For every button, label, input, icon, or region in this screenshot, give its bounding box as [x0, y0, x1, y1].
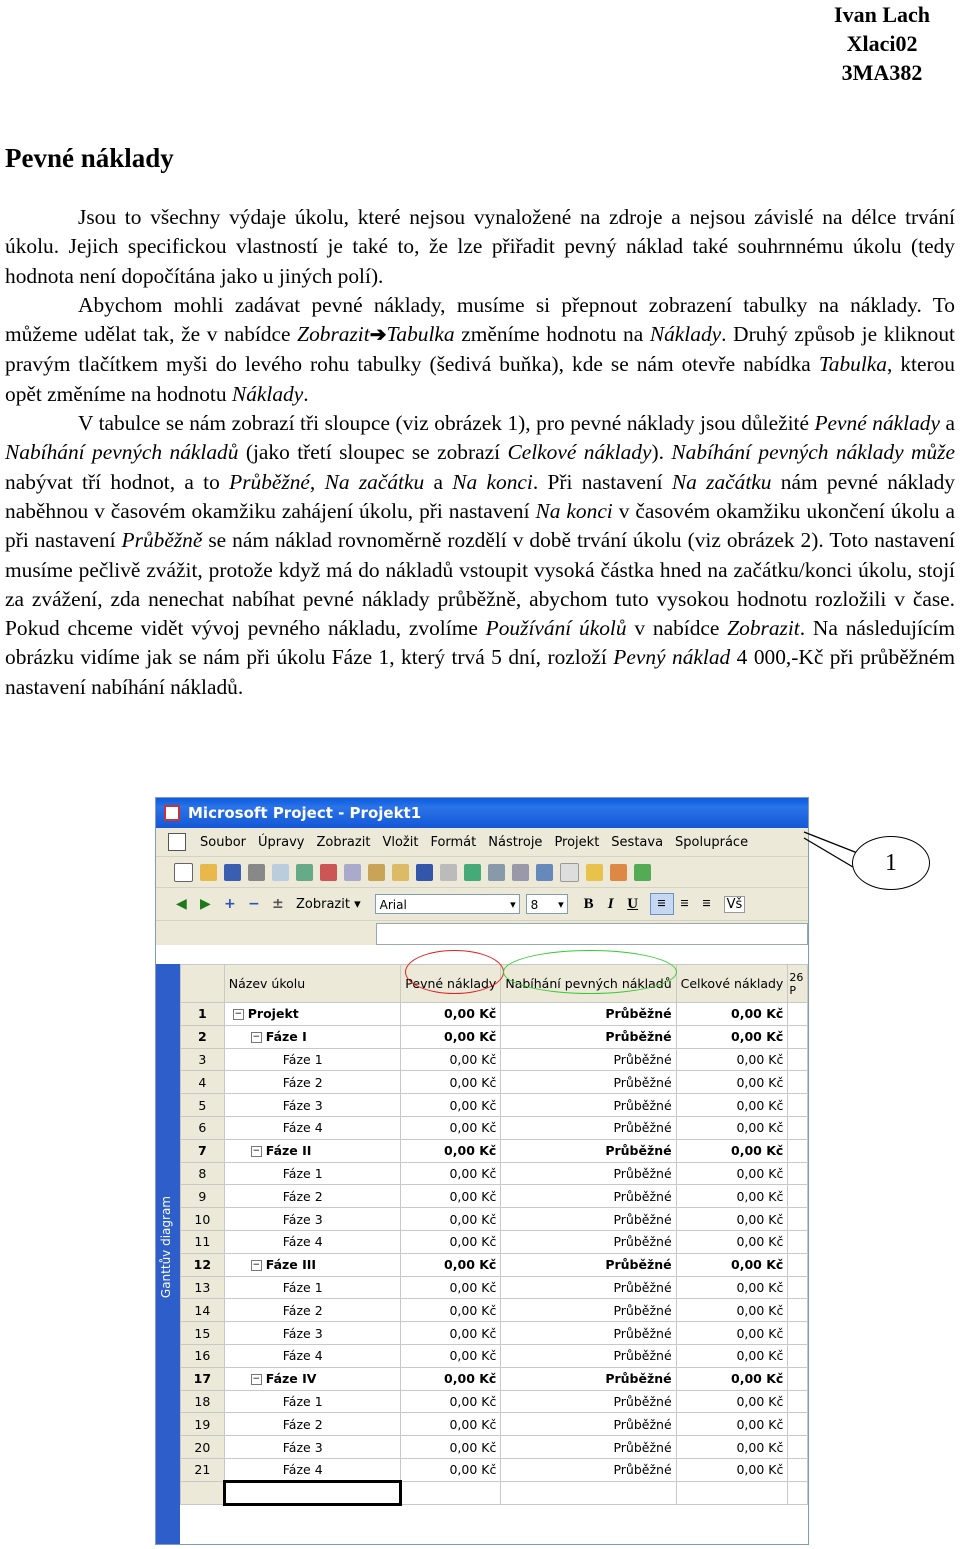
italic-button[interactable]: I [607, 895, 614, 912]
task-name-cell[interactable] [224, 1344, 401, 1367]
task-name-cell[interactable] [224, 1230, 401, 1253]
show-subtasks-icon[interactable]: + [224, 896, 236, 912]
column-header-fixed-cost[interactable]: Pevné náklady [401, 965, 501, 1003]
row-id[interactable]: 13 [181, 1276, 225, 1299]
row-id[interactable]: 1 [181, 1003, 225, 1026]
task-name-cell[interactable] [224, 1208, 401, 1231]
menu-bar [156, 828, 808, 857]
view-bar[interactable] [156, 964, 180, 1544]
total-cost-cell[interactable]: 0,00 Kč [676, 1025, 788, 1048]
save-icon[interactable] [224, 864, 241, 881]
table-row[interactable] [181, 1276, 808, 1299]
paragraph-text: v nabídce [626, 616, 728, 641]
paragraph-text: a [939, 411, 956, 436]
emphasis-text: Zobrazit [297, 322, 370, 347]
empty-row[interactable] [181, 1481, 808, 1504]
total-cost-cell[interactable]: 0,00 Kč [676, 1322, 788, 1345]
fixed-cost-cell[interactable]: 0,00 Kč [401, 1436, 501, 1459]
fixed-cost-cell[interactable]: 0,00 Kč [401, 1322, 501, 1345]
gantt-cell [788, 1436, 808, 1459]
emphasis-text: Na začátku [324, 469, 425, 494]
task-name-cell[interactable] [224, 1458, 401, 1481]
paragraph-text: , kterou opět změníme na hodnotu [5, 352, 956, 406]
menu-item[interactable]: Zobrazit [316, 834, 371, 850]
task-name: Fáze 2 [282, 1302, 323, 1318]
total-cost-cell[interactable]: 0,00 Kč [676, 1253, 788, 1276]
accrual-cell[interactable]: Průběžné [501, 1003, 676, 1026]
emphasis-text: Nabíhání pevných nákladů [5, 440, 239, 465]
row-id[interactable]: 18 [181, 1390, 225, 1413]
table-row[interactable] [181, 1162, 808, 1185]
task-name-cell[interactable] [224, 1139, 401, 1162]
paragraph-text: (jako třetí sloupec se zobrazí [238, 440, 508, 465]
notes-icon[interactable] [586, 864, 603, 881]
task-name-cell[interactable] [224, 1025, 401, 1048]
accrual-cell[interactable]: Průběžné [501, 1071, 676, 1094]
paste-icon[interactable] [368, 864, 385, 881]
accrual-cell[interactable] [501, 1481, 676, 1504]
table-row[interactable] [181, 1458, 808, 1481]
author-course: 3MA382 [841, 60, 923, 85]
paragraph-text: . Na následujícím obrázku vidíme jak se nám při úkolu Fáze 1, který trvá 5 dní, rozloží [5, 616, 955, 670]
table-row[interactable] [181, 1230, 808, 1253]
view-dropdown[interactable]: Zobrazit ▾ [296, 896, 361, 912]
gantt-cell [788, 1458, 808, 1481]
task-name: Fáze 3 [282, 1097, 323, 1113]
row-id[interactable]: 6 [181, 1116, 225, 1139]
emphasis-text: Na konci [535, 498, 613, 523]
entry-bar [156, 921, 808, 945]
task-name: Fáze 1 [282, 1279, 323, 1295]
gantt-cell [788, 1048, 808, 1071]
gantt-cell [788, 1208, 808, 1231]
collapse-icon[interactable]: − [252, 1260, 261, 1271]
font-size-select[interactable]: 8 ▾ [526, 894, 568, 914]
row-id[interactable]: 14 [181, 1299, 225, 1322]
task-name-cell[interactable] [224, 1436, 401, 1459]
total-cost-cell[interactable]: 0,00 Kč [676, 1048, 788, 1071]
table-row[interactable] [181, 1253, 808, 1276]
task-name-cell[interactable] [224, 1253, 401, 1276]
author-login: Xlaci02 [846, 31, 918, 56]
fixed-cost-cell[interactable]: 0,00 Kč [401, 1162, 501, 1185]
task-table [180, 964, 808, 1506]
paragraph [5, 203, 955, 291]
total-cost-cell[interactable]: 0,00 Kč [676, 1162, 788, 1185]
total-cost-cell[interactable]: 0,00 Kč [676, 1116, 788, 1139]
total-cost-cell[interactable]: 0,00 Kč [676, 1344, 788, 1367]
emphasis-text: Náklady [649, 322, 722, 347]
fixed-cost-cell[interactable]: 0,00 Kč [401, 1367, 501, 1390]
task-name-cell[interactable] [224, 1390, 401, 1413]
gantt-cell [788, 1276, 808, 1299]
task-name-cell[interactable] [224, 1003, 401, 1026]
task-name: Fáze 2 [282, 1188, 323, 1204]
emphasis-text: Pevný náklad [613, 645, 731, 670]
row-id[interactable]: 4 [181, 1071, 225, 1094]
table-row[interactable] [181, 1025, 808, 1048]
fixed-cost-cell[interactable]: 0,00 Kč [401, 1048, 501, 1071]
task-name: Fáze 3 [282, 1211, 323, 1227]
task-name: Fáze III [265, 1257, 317, 1273]
task-name-cell[interactable] [224, 1116, 401, 1139]
table-row[interactable] [181, 1208, 808, 1231]
row-id[interactable]: 20 [181, 1436, 225, 1459]
paragraph-text: . Při nastavení [532, 469, 672, 494]
print-icon[interactable] [248, 864, 265, 881]
gantt-cell [788, 1230, 808, 1253]
paragraph-text: . [303, 381, 309, 406]
task-name: Fáze II [265, 1143, 312, 1159]
row-id[interactable]: 10 [181, 1208, 225, 1231]
paragraph-text: v časovém okamžiku ukončení úkolu a při nastavení [5, 498, 955, 553]
row-id[interactable]: 12 [181, 1253, 225, 1276]
row-id[interactable]: 5 [181, 1094, 225, 1117]
row-id[interactable]: 11 [181, 1230, 225, 1253]
total-cost-cell[interactable]: 0,00 Kč [676, 1367, 788, 1390]
split-icon[interactable] [536, 864, 553, 881]
view-bar-label: Ganttův diagram [159, 1196, 173, 1299]
fixed-cost-cell[interactable]: 0,00 Kč [401, 1230, 501, 1253]
gantt-cell [788, 1299, 808, 1322]
fixed-cost-cell[interactable] [401, 1481, 501, 1504]
globe-icon[interactable] [464, 864, 481, 881]
fixed-cost-cell[interactable]: 0,00 Kč [401, 1025, 501, 1048]
redo-icon[interactable] [440, 864, 457, 881]
row-id[interactable]: 2 [181, 1025, 225, 1048]
figure-callout: 1 [852, 836, 930, 890]
gantt-cell [788, 1071, 808, 1094]
row-id[interactable]: 7 [181, 1139, 225, 1162]
total-cost-cell[interactable] [676, 1481, 788, 1504]
row-id[interactable]: 19 [181, 1413, 225, 1436]
author-name: Ivan Lach [834, 2, 930, 27]
task-name: Fáze I [265, 1029, 307, 1045]
task-name-cell[interactable] [224, 1413, 401, 1436]
cut-icon[interactable] [320, 864, 337, 881]
timescale-header: 26 P [788, 965, 808, 1003]
link-icon[interactable] [488, 864, 505, 881]
align-center-button[interactable]: ≡ [680, 895, 689, 912]
author-header [834, 0, 930, 87]
gantt-cell [788, 1003, 808, 1026]
accrual-cell[interactable]: Průběžné [501, 1344, 676, 1367]
emphasis-text: Tabulka [386, 322, 455, 347]
fixed-cost-cell[interactable]: 0,00 Kč [401, 1185, 501, 1208]
accrual-cell[interactable]: Průběžné [501, 1208, 676, 1231]
menu-item[interactable]: Formát [430, 834, 477, 850]
accrual-cell[interactable]: Průběžné [501, 1458, 676, 1481]
row-id[interactable]: 15 [181, 1322, 225, 1345]
total-cost-cell[interactable]: 0,00 Kč [676, 1390, 788, 1413]
column-header-total-cost[interactable]: Celkové náklady [676, 965, 788, 1003]
accrual-cell[interactable]: Průběžné [501, 1413, 676, 1436]
menu-item[interactable]: Vložit [382, 834, 419, 850]
paragraph-text: , [309, 469, 325, 494]
collapse-icon[interactable]: − [252, 1032, 261, 1043]
emphasis-text: Celkové náklady [507, 440, 652, 465]
spelling-icon[interactable] [296, 864, 313, 881]
fixed-cost-cell[interactable]: 0,00 Kč [401, 1094, 501, 1117]
emphasis-text: Náklady [231, 381, 304, 406]
accrual-cell[interactable]: Průběžné [501, 1299, 676, 1322]
menu-item[interactable]: Spolupráce [675, 834, 749, 850]
highlight-fixed-cost-column [405, 950, 504, 994]
row-id[interactable]: 16 [181, 1344, 225, 1367]
gantt-cell [788, 1116, 808, 1139]
accrual-cell[interactable]: Průběžné [501, 1367, 676, 1390]
gantt-cell [788, 1094, 808, 1117]
document-icon [168, 833, 186, 851]
paragraph-text: nabývat tří hodnot, a to [5, 469, 230, 494]
total-cost-cell[interactable]: 0,00 Kč [676, 1458, 788, 1481]
group-icon[interactable] [634, 864, 651, 881]
table-row[interactable] [181, 1367, 808, 1390]
task-name-cell[interactable] [224, 1276, 401, 1299]
accrual-cell[interactable]: Průběžné [501, 1436, 676, 1459]
paragraph-text: a [424, 469, 453, 494]
accrual-cell[interactable]: Průběžné [501, 1276, 676, 1299]
task-name: Fáze 4 [282, 1120, 323, 1136]
body-text [5, 203, 955, 702]
total-cost-cell[interactable]: 0,00 Kč [676, 1436, 788, 1459]
paragraph-text: Jsou to všechny výdaje úkolu, které nejsou vynaložené na zdroje a nejsou závislé na délce trvání úkolu. Jejich specifickou vlastností je také to, že lze přiřadit pevný náklad také souhrnnému úkolu (tedy hodnota není dopočítána jako u jiných polí). [5, 205, 955, 288]
emphasis-text: Nabíhání pevných náklady může [671, 440, 955, 465]
collapse-icon[interactable]: − [234, 1009, 243, 1020]
gantt-cell [788, 1139, 808, 1162]
emphasis-text: Používání úkolů [485, 616, 627, 641]
task-info-icon[interactable] [560, 863, 579, 882]
paragraph-text: V tabulce se nám zobrazí tři sloupce (viz obrázek 1), pro pevné náklady jsou důležité [78, 411, 815, 436]
paragraph-text: Abychom mohli zadávat pevné náklady, musíme si přepnout zobrazení tabulky na náklady. To můžeme udělat tak, že v nabídce [5, 292, 955, 347]
table-row[interactable] [181, 1003, 808, 1026]
accrual-cell[interactable]: Průběžné [501, 1025, 676, 1048]
total-cost-cell[interactable]: 0,00 Kč [676, 1139, 788, 1162]
gantt-cell [788, 1185, 808, 1208]
standard-toolbar [156, 857, 808, 888]
gantt-cell [788, 1367, 808, 1390]
print-preview-icon[interactable] [272, 864, 289, 881]
accrual-cell[interactable]: Průběžné [501, 1139, 676, 1162]
emphasis-text: Na začátku [671, 469, 772, 494]
select-all-cell[interactable] [181, 965, 225, 1003]
app-icon [164, 805, 180, 821]
task-name: Fáze 1 [282, 1051, 323, 1067]
fixed-cost-cell[interactable]: 0,00 Kč [401, 1139, 501, 1162]
paragraph-text: změníme hodnotu na [454, 322, 650, 347]
accrual-cell[interactable]: Průběžné [501, 1390, 676, 1413]
task-name: Fáze 4 [282, 1234, 323, 1250]
task-name-cell[interactable] [224, 1094, 401, 1117]
total-cost-cell[interactable]: 0,00 Kč [676, 1230, 788, 1253]
arrow-glyph: ➔ [369, 324, 387, 347]
accrual-cell[interactable]: Průběžné [501, 1185, 676, 1208]
format-painter-icon[interactable] [392, 864, 409, 881]
window-titlebar [156, 798, 808, 828]
task-name-cell[interactable] [224, 1322, 401, 1345]
entry-field[interactable] [376, 923, 808, 945]
row-id[interactable]: 9 [181, 1185, 225, 1208]
task-name: Fáze 2 [282, 1074, 323, 1090]
table-row[interactable] [181, 1094, 808, 1117]
table-row[interactable] [181, 1413, 808, 1436]
gantt-cell [788, 1322, 808, 1345]
align-left-button[interactable]: ≡ [650, 893, 674, 915]
fixed-cost-cell[interactable]: 0,00 Kč [401, 1344, 501, 1367]
paragraph-text: se nám náklad rovnoměrně rozdělí v době trvání úkolu (viz obrázek 2). Toto nastavení musíme pečlivě zvážit, protože když má do nákladů vstoupit vysoká částka hned na začátku/konci úkolu, stojí za zvážení, zda nenechat nabíhat pevné náklady průběžně, abychom tuto vysokou hodnotu rozložili v čase. Pokud chceme vidět vývoj pevného nákladu, zvolíme [5, 528, 955, 641]
menu-item[interactable]: Nástroje [488, 834, 543, 850]
gantt-cell [788, 1344, 808, 1367]
hide-subtasks-icon[interactable]: − [248, 896, 260, 912]
total-cost-cell[interactable]: 0,00 Kč [676, 1299, 788, 1322]
gantt-cell [788, 1253, 808, 1276]
column-header-name[interactable]: Název úkolu [224, 965, 401, 1003]
task-name: Projekt [247, 1006, 299, 1022]
task-name: Fáze 4 [282, 1348, 323, 1364]
column-header-fixed-cost-accrual[interactable]: Nabíhání pevných nákladů [501, 965, 676, 1003]
task-name: Fáze 2 [282, 1416, 323, 1432]
paragraph-text: ). [651, 440, 672, 465]
row-id[interactable] [181, 1481, 225, 1504]
fixed-cost-cell[interactable]: 0,00 Kč [401, 1299, 501, 1322]
outdent-icon[interactable]: ◀ [176, 896, 187, 912]
emphasis-text: Průběžné [229, 469, 310, 494]
task-name-cell[interactable] [224, 1185, 401, 1208]
row-id[interactable]: 3 [181, 1048, 225, 1071]
fixed-cost-cell[interactable]: 0,00 Kč [401, 1390, 501, 1413]
fixed-cost-cell[interactable]: 0,00 Kč [401, 1276, 501, 1299]
total-cost-cell[interactable]: 0,00 Kč [676, 1208, 788, 1231]
menu-item[interactable]: Projekt [554, 834, 600, 850]
total-cost-cell[interactable]: 0,00 Kč [676, 1413, 788, 1436]
gantt-cell [788, 1481, 808, 1504]
table-row[interactable] [181, 1344, 808, 1367]
font-select[interactable]: Arial ▾ [375, 894, 520, 914]
task-name: Fáze 4 [282, 1461, 323, 1477]
menu-item[interactable]: Sestava [611, 834, 664, 850]
fixed-cost-cell[interactable]: 0,00 Kč [401, 1116, 501, 1139]
menu-item[interactable]: Soubor [200, 834, 246, 850]
copy-icon[interactable] [344, 864, 361, 881]
new-icon[interactable] [174, 863, 193, 882]
selected-cell[interactable] [224, 1481, 401, 1504]
accrual-cell[interactable]: Průběžné [501, 1162, 676, 1185]
row-id[interactable]: 8 [181, 1162, 225, 1185]
window-title: Microsoft Project - Projekt1 [188, 804, 422, 822]
undo-icon[interactable] [416, 864, 433, 881]
table-row[interactable] [181, 1071, 808, 1094]
table-row[interactable] [181, 1139, 808, 1162]
total-cost-cell[interactable]: 0,00 Kč [676, 1071, 788, 1094]
gantt-cell [788, 1390, 808, 1413]
paragraph-text: . Druhý způsob je kliknout pravým tlačítkem myši do levého rohu tabulky (šedivá buňka), kde se nám otevře nabídka [5, 322, 955, 377]
page-title: Pevné náklady [5, 143, 174, 173]
ms-project-screenshot [155, 797, 809, 1545]
emphasis-text: Pevné náklady [814, 411, 940, 436]
fixed-cost-cell[interactable]: 0,00 Kč [401, 1253, 501, 1276]
accrual-cell[interactable]: Průběžné [501, 1253, 676, 1276]
fixed-cost-cell[interactable]: 0,00 Kč [401, 1003, 501, 1026]
fixed-cost-cell[interactable]: 0,00 Kč [401, 1458, 501, 1481]
accrual-cell[interactable]: Průběžné [501, 1094, 676, 1117]
paragraph-text: 4 000,-Kč při průběžném nastavení nabíhání nákladů. [5, 645, 956, 699]
accrual-cell[interactable]: Průběžné [501, 1048, 676, 1071]
formatting-toolbar [156, 888, 808, 921]
task-name: Fáze 1 [282, 1393, 323, 1409]
task-name-cell[interactable] [224, 1162, 401, 1185]
collapse-icon[interactable]: − [252, 1146, 261, 1157]
table-row[interactable] [181, 1299, 808, 1322]
gantt-cell [788, 1162, 808, 1185]
filter-select[interactable]: Vš [724, 896, 746, 913]
align-right-button[interactable]: ≡ [702, 895, 711, 912]
task-name: Fáze IV [265, 1371, 317, 1387]
collapse-icon[interactable]: − [252, 1374, 261, 1385]
fixed-cost-cell[interactable]: 0,00 Kč [401, 1208, 501, 1231]
indent-icon[interactable]: ▶ [200, 896, 211, 912]
task-name-cell[interactable] [224, 1367, 401, 1390]
task-name-cell[interactable] [224, 1071, 401, 1094]
task-name-cell[interactable] [224, 1048, 401, 1071]
unlink-icon[interactable] [512, 864, 529, 881]
underline-button[interactable]: U [627, 895, 639, 912]
table-row[interactable] [181, 1116, 808, 1139]
emphasis-text: Na konci [452, 469, 533, 494]
open-icon[interactable] [200, 864, 217, 881]
row-id[interactable]: 17 [181, 1367, 225, 1390]
bold-button[interactable]: B [583, 895, 594, 912]
menu-item[interactable]: Úpravy [258, 834, 305, 850]
accrual-cell[interactable]: Průběžné [501, 1116, 676, 1139]
fixed-cost-cell[interactable]: 0,00 Kč [401, 1413, 501, 1436]
highlight-accrual-column [503, 950, 677, 994]
total-cost-cell[interactable]: 0,00 Kč [676, 1003, 788, 1026]
emphasis-text: Zobrazit [727, 616, 800, 641]
table-row[interactable] [181, 1185, 808, 1208]
table-row[interactable] [181, 1436, 808, 1459]
row-id[interactable]: 21 [181, 1458, 225, 1481]
task-name: Fáze 3 [282, 1325, 323, 1341]
accrual-cell[interactable]: Průběžné [501, 1322, 676, 1345]
table-row[interactable] [181, 1390, 808, 1413]
accrual-cell[interactable]: Průběžné [501, 1230, 676, 1253]
paragraph [5, 291, 955, 409]
paragraph-text: nám pevné náklady naběhnou v časovém okamžiku zahájení úkolu, při nastavení [5, 469, 955, 523]
paragraph [5, 409, 955, 702]
table-row[interactable] [181, 1048, 808, 1071]
task-name: Fáze 1 [282, 1165, 323, 1181]
emphasis-text: Tabulka [818, 352, 887, 377]
table-row[interactable] [181, 1322, 808, 1345]
assign-resources-icon[interactable] [610, 864, 627, 881]
gantt-cell [788, 1413, 808, 1436]
fixed-cost-cell[interactable]: 0,00 Kč [401, 1071, 501, 1094]
task-name-cell[interactable] [224, 1299, 401, 1322]
total-cost-cell[interactable]: 0,00 Kč [676, 1276, 788, 1299]
show-icon[interactable]: ± [272, 896, 284, 912]
emphasis-text: Průběžně [121, 528, 203, 553]
total-cost-cell[interactable]: 0,00 Kč [676, 1094, 788, 1117]
task-name: Fáze 3 [282, 1439, 323, 1455]
gantt-cell [788, 1025, 808, 1048]
total-cost-cell[interactable]: 0,00 Kč [676, 1185, 788, 1208]
